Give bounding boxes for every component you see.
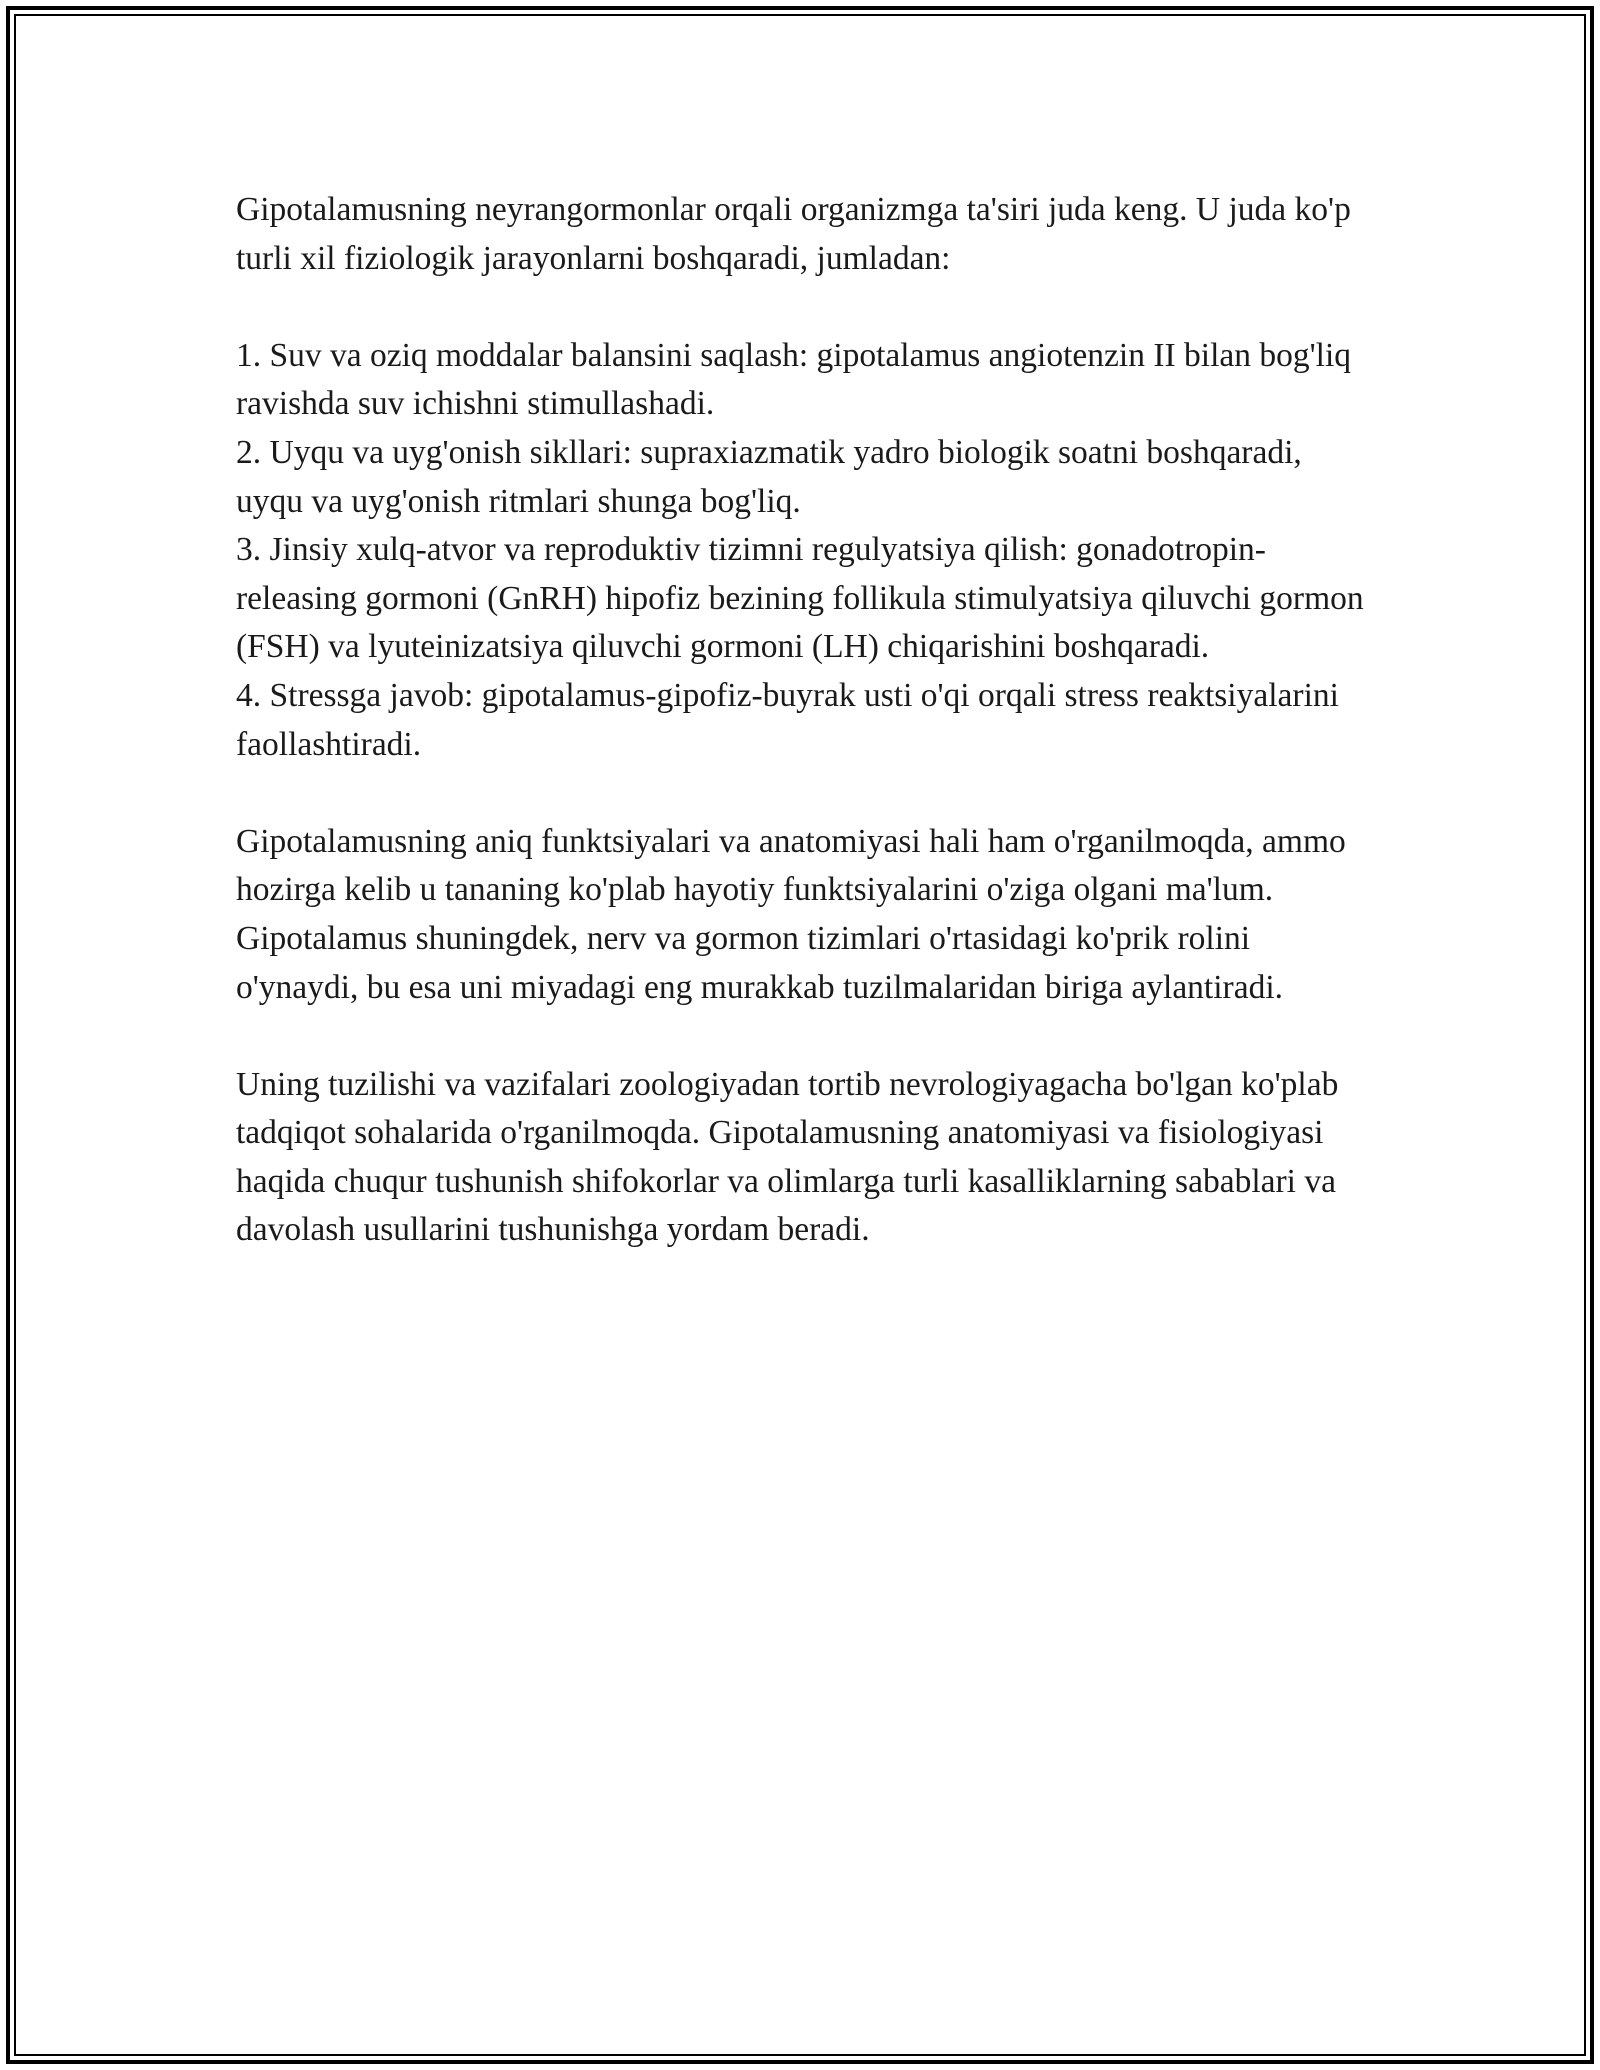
paragraph-spacer (236, 1012, 1376, 1061)
intro-paragraph: Gipotalamusning neyrangormonlar orqali organizmga ta'siri juda keng. U juda ko'p turli xil fiziologik jarayonlarni boshqaradi, jumladan: (236, 191, 1351, 277)
list-item-sleep-cycle: 2. Uyqu va uyg'onish sikllari: supraxiazmatik yadro biologik soatni boshqaradi, uyqu va uyg'onish ritmlari shunga bog'liq. (236, 433, 1302, 520)
paragraph-spacer (236, 283, 1376, 332)
anatomy-paragraph: Gipotalamusning aniq funktsiyalari va anatomiyasi hali ham o'rganilmoqda, ammo hozirga kelib u tananing ko'plab hayotiy funktsiyalarini o'ziga olgani ma'lum. Gipotalamus shuningdek, nerv va gormon tizimlari o'rtasidagi ko'prik rolini o'ynaydi, bu esa uni miyadagi eng murakkab tuzilmalaridan biriga aylantiradi. (236, 822, 1346, 1006)
research-paragraph: Uning tuzilishi va vazifalari zoologiyadan tortib nevrologiyagacha bo'lgan ko'plab tadqiqot sohalarida o'rganilmoqda. Gipotalamusning anatomiyasi va fisiologiyasi haqida chuqur tushunish shifokorlar va olimlarga turli kasalliklarning sabablari va davolash usullarini tushunishga yordam beradi. (236, 1065, 1339, 1249)
list-item-stress-response: 4. Stressga javob: gipotalamus-gipofiz-buyrak usti o'qi orqali stress reaktsiyalarini faollashtiradi. (236, 676, 1339, 763)
document-body (236, 186, 1376, 1255)
list-item-reproduction: 3. Jinsiy xulq-atvor va reproduktiv tizimni regulyatsiya qilish: gonadotropin-releasing gormoni (GnRH) hipofiz bezining follikula stimulyatsiya qiluvchi gormon (FSH) va lyuteinizatsiya qiluvchi gormoni (LH) chiqarishini boshqaradi. (236, 531, 1364, 666)
list-item-water-balance: 1. Suv va oziq moddalar balansini saqlash: gipotalamus angiotenzin II bilan bog'liq ravishda suv ichishni stimullashadi. (236, 336, 1352, 423)
function-list (236, 332, 1376, 769)
paragraph-spacer (236, 769, 1376, 818)
